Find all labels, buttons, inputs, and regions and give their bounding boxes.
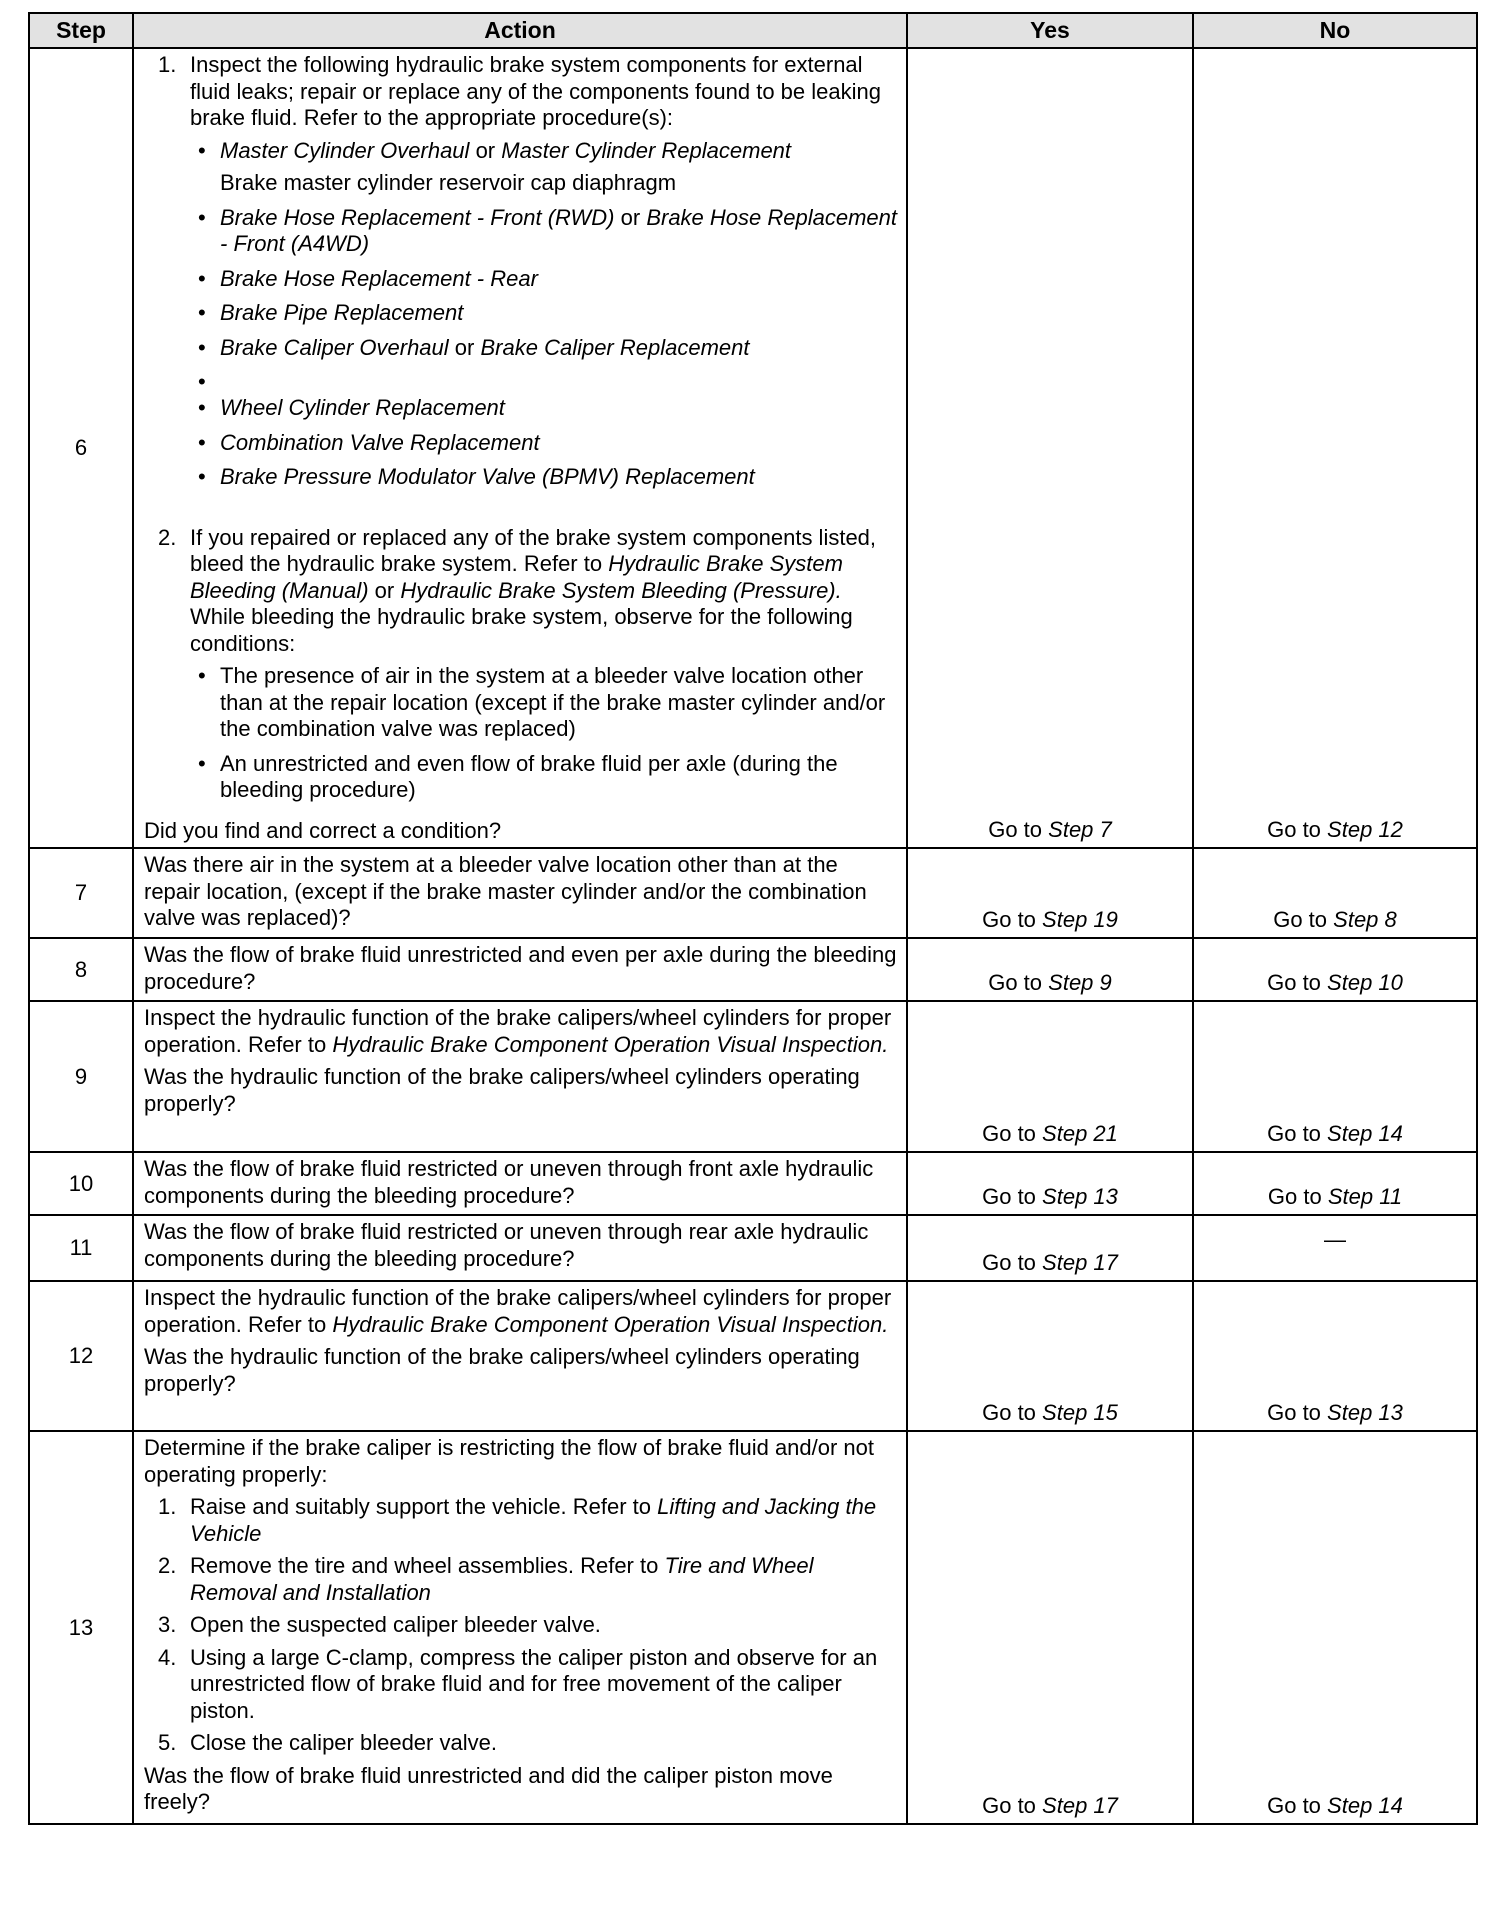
yes-cell: Go to Step 17	[907, 1215, 1193, 1281]
no-cell: Go to Step 8	[1193, 848, 1477, 938]
yes-cell: Go to Step 17	[907, 1431, 1193, 1824]
step-reference: Step 12	[1327, 817, 1403, 842]
header-yes: Yes	[907, 13, 1193, 48]
no-cell: Go to Step 14	[1193, 1001, 1477, 1152]
table-row-step-9	[29, 1001, 1477, 1152]
list-item: • An unrestricted and even flow of brake fluid per axle (during the bleeding procedure)	[220, 751, 898, 804]
step-number: 6	[29, 48, 133, 848]
step-reference: Step 7	[1048, 817, 1112, 842]
header-action: Action	[133, 13, 907, 48]
question-text: Was the flow of brake fluid unrestricted and did the caliper piston move freely?	[144, 1762, 833, 1814]
action-cell: Inspect the hydraulic function of the brake calipers/wheel cylinders for proper operation. Refer to Hydraulic Brake Component Operation Visual Inspection. Was the hydraulic function of the brake calipers/wheel cylinders operating properly?	[133, 1001, 907, 1152]
yes-cell: Go to Step 7	[907, 48, 1193, 848]
question-text: Was the hydraulic function of the brake calipers/wheel cylinders operating properly?	[144, 1064, 860, 1116]
action-cell: Inspect the hydraulic function of the brake calipers/wheel cylinders for proper operation. Refer to Hydraulic Brake Component Operation Visual Inspection. Was the hydraulic function of the brake calipers/wheel cylinders operating properly?	[133, 1281, 907, 1431]
instruction-text: Inspect the following hydraulic brake system components for external fluid leaks; repair or replace any of the components found to be leaking brake fluid. Refer to the appropriate procedure(s):	[190, 52, 881, 130]
list-item: • Brake Hose Replacement - Rear	[220, 266, 898, 293]
table-row-step-6	[29, 48, 1477, 848]
header-no: No	[1193, 13, 1477, 48]
table-row-step-10	[29, 1152, 1477, 1215]
no-cell: Go to Step 10	[1193, 938, 1477, 1001]
list-item: • Combination Valve Replacement	[220, 430, 898, 457]
step-number: 11	[29, 1215, 133, 1281]
question-text: Did you find and correct a condition?	[144, 817, 502, 843]
list-item: • Brake Hose Replacement - Front (RWD) or Brake Hose Replacement - Front (A4WD)	[220, 205, 898, 258]
table-row-step-13	[29, 1431, 1477, 1824]
question-text: Was the flow of brake fluid restricted or uneven through front axle hydraulic components during the bleeding procedure?	[133, 1152, 907, 1215]
step-number: 12	[29, 1281, 133, 1431]
step-number: 7	[29, 848, 133, 938]
list-item: • Brake Caliper Overhaul or Brake Caliper Replacement	[220, 335, 898, 362]
question-text: Was the flow of brake fluid restricted or uneven through rear axle hydraulic components during the bleeding procedure?	[133, 1215, 907, 1281]
list-item: • Brake Pipe Replacement	[220, 300, 898, 327]
table-row-step-8	[29, 938, 1477, 1001]
no-cell: Go to Step 12	[1193, 48, 1477, 848]
step-number: 13	[29, 1431, 133, 1824]
header-step: Step	[29, 13, 133, 48]
table-row-step-11	[29, 1215, 1477, 1281]
question-text: Was the flow of brake fluid unrestricted and even per axle during the bleeding procedure?	[133, 938, 907, 1001]
yes-cell: Go to Step 9	[907, 938, 1193, 1001]
table-row-step-12	[29, 1281, 1477, 1431]
no-cell: Go to Step 13	[1193, 1281, 1477, 1431]
no-cell: Go to Step 11	[1193, 1152, 1477, 1215]
diagnostic-table	[28, 12, 1478, 1825]
action-cell: Determine if the brake caliper is restricting the flow of brake fluid and/or not operating properly: 1. Raise and suitably support the vehicle. Refer to Lifting and Jacking the Vehicle 2. Remove the tire and wheel assemblies. Refer to Tire and Wheel Removal and Installation 3. Open the suspected caliper bleeder valve. 4. Using a large C-clamp, compress the caliper piston and observe for an unrestricted flow of brake fluid and for free movement of the caliper piston. 5. Close the caliper bleeder valve. Was the flow of brake fluid unrestricted and did the caliper piston move freely?	[133, 1431, 907, 1824]
step-number: 10	[29, 1152, 133, 1215]
yes-cell: Go to Step 21	[907, 1001, 1193, 1152]
step-number: 8	[29, 938, 133, 1001]
no-cell: —	[1193, 1215, 1477, 1281]
yes-cell: Go to Step 13	[907, 1152, 1193, 1215]
action-cell: 1. Inspect the following hydraulic brake system components for external fluid leaks; repair or replace any of the components found to be leaking brake fluid. Refer to the appropriate procedure(s): • Master Cylinder Overhaul or Master Cylinder Replacement Brake master cylinder reservoir cap diaphragm • Brake Hose Replacement - Front (RWD) or Brake Hose Replacement - Front (A4WD) • Brake Hose Replacement - Rear • Brake Pipe Replacement • Brake Caliper Overhaul or Brake Caliper Replacement • • Wheel Cylinder Replacement • Combination Valve Replacement • Brake Pressure Modulator Valve (BPMV) Replacement 2. If you repaired or replaced any of the brake system components listed, bleed the hydraulic brake system. Refer to Hydraulic Brake System Bleeding (Manual) or Hydraulic Brake System Bleeding (Pressure). While bleeding the hydraulic brake system, observe for the following conditions: • The presence of air in the system at a bleeder valve location other than at the repair location (except if the brake master cylinder and/or the combination valve was replaced) • An unrestricted and even flow of brake fluid per axle (during the bleeding procedure) Did you find and correct a condition?	[133, 48, 907, 848]
list-item: • Master Cylinder Overhaul or Master Cylinder Replacement Brake master cylinder reservoir cap diaphragm	[220, 138, 898, 197]
no-cell: Go to Step 14	[1193, 1431, 1477, 1824]
step-number: 9	[29, 1001, 133, 1152]
list-item: • The presence of air in the system at a bleeder valve location other than at the repair location (except if the brake master cylinder and/or the combination valve was replaced)	[220, 663, 898, 743]
yes-cell: Go to Step 19	[907, 848, 1193, 938]
table-row-step-7	[29, 848, 1477, 938]
header-row	[29, 13, 1477, 48]
yes-cell: Go to Step 15	[907, 1281, 1193, 1431]
list-item: • Brake Pressure Modulator Valve (BPMV) Replacement	[220, 464, 898, 491]
list-item: • Wheel Cylinder Replacement	[220, 395, 898, 422]
question-text: Was there air in the system at a bleeder valve location other than at the repair location, (except if the brake master cylinder and/or the combination valve was replaced)?	[133, 848, 907, 938]
question-text: Was the hydraulic function of the brake calipers/wheel cylinders operating properly?	[144, 1344, 860, 1396]
